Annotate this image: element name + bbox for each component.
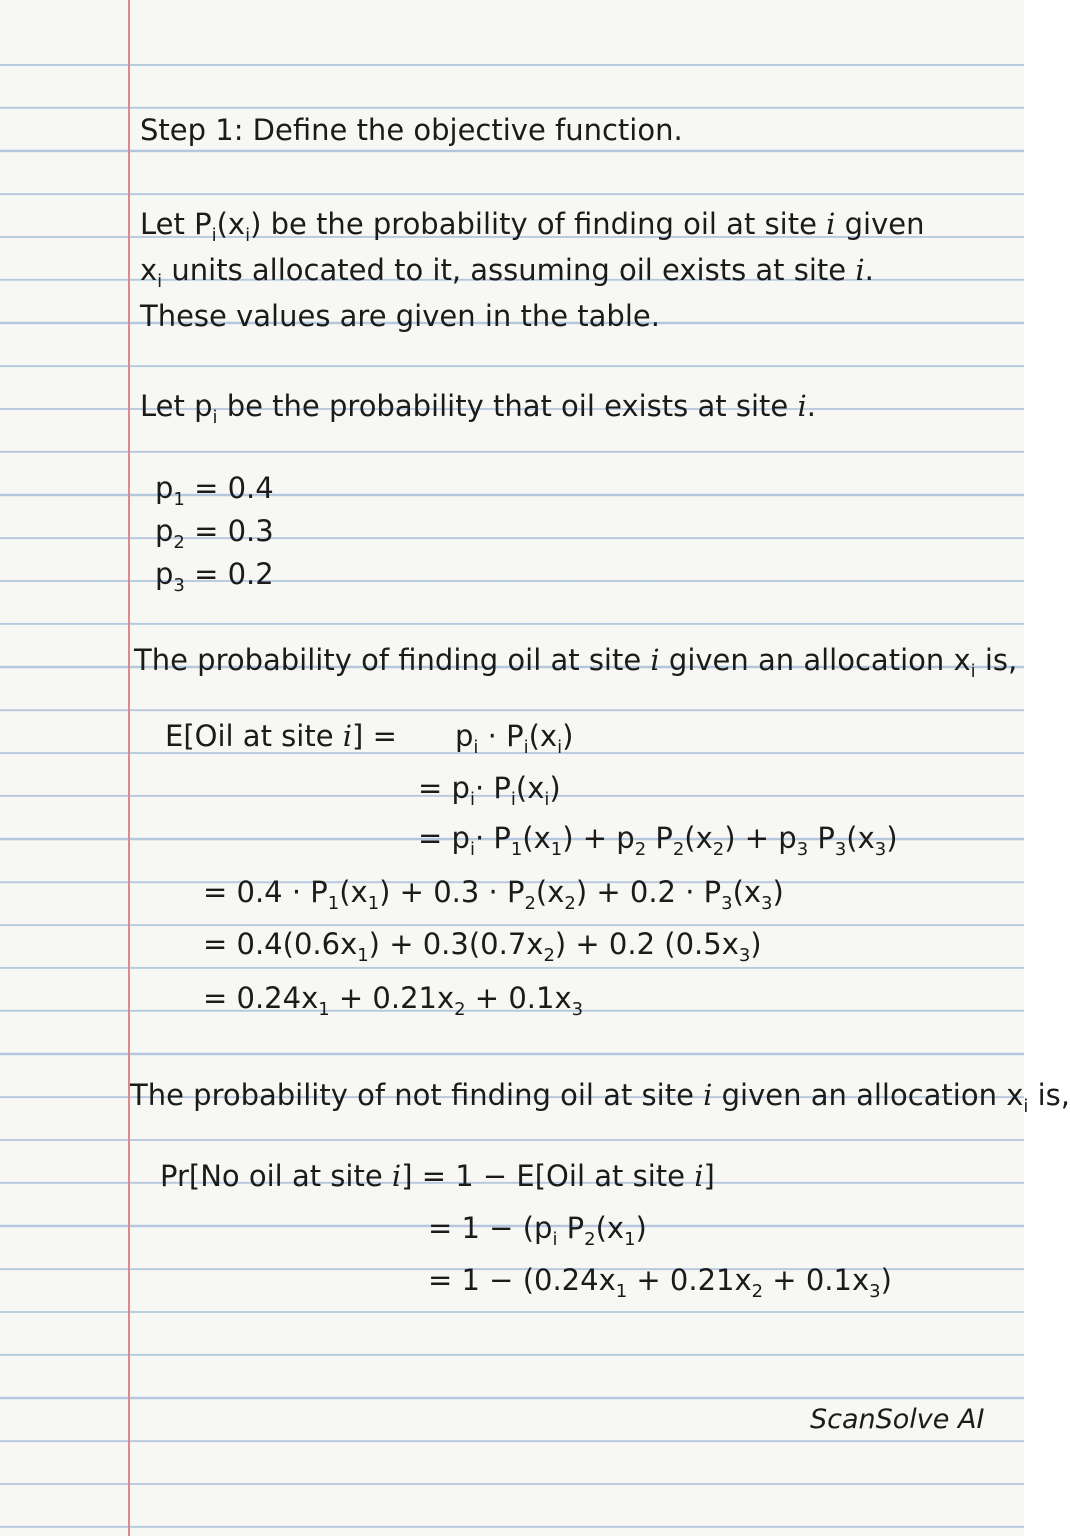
expected-line-6: = $0.24x_1 + 0.21x_2 + 0.1x_3$ (203, 981, 584, 1020)
not-found-intro: The probability of not finding oil at site i given an allocation $x_i$ is, (130, 1078, 1070, 1117)
not-found-line-2: = $1 - (p_i$ $P_2(x_1)$ (428, 1211, 647, 1250)
scansolve-signature: ScanSolve AI (810, 1404, 985, 1435)
expected-line-4: = $0.4 \cdot P_1(x_1) + 0.3 \cdot P_2(x_2) + 0.2 \cdot P_3(x_3)$ (203, 875, 784, 914)
step-heading: Step 1: Define the objective function. (140, 113, 683, 147)
margin-line (128, 0, 130, 1536)
definition-line-3: These values are given in the table. (140, 299, 660, 333)
p3-value: $p_3 = 0.2$ (155, 557, 274, 596)
expected-line-5: = $0.4(0.6x_1) + 0.3(0.7x_2) + 0.2$ $(0.5x_3)$ (203, 927, 762, 966)
pi-definition: Let $p_i$ be the probability that oil exists at site i. (140, 389, 816, 428)
expected-lhs: E[Oil at site i] = (165, 719, 397, 753)
expected-line-3: = $p_i\cdot P_1(x_1) + p_2$ $P_2(x_2) + p_3$ $P_3(x_3)$ (418, 821, 898, 860)
p2-value: $p_2 = 0.3$ (155, 514, 274, 553)
definition-line-2: $x_i$ units allocated to it, assuming oil exists at site i. (140, 253, 874, 292)
definition-line-1: Let $P_i(x_i)$ be the probability of finding oil at site i given (140, 207, 925, 246)
expected-line-1: $p_i \cdot P_i(x_i)$ (455, 719, 574, 758)
not-found-line-1: Pr[No oil at site i] = 1 − E[Oil at site i] (160, 1159, 715, 1193)
not-found-line-3: = $1 - (0.24x_1 + 0.21x_2 + 0.1x_3)$ (428, 1263, 892, 1302)
expected-line-2: = $p_i\cdot P_i(x_i)$ (418, 771, 561, 810)
p1-value: $p_1 = 0.4$ (155, 471, 274, 510)
expected-intro: The probability of finding oil at site i given an allocation $x_i$ is, (134, 643, 1018, 682)
